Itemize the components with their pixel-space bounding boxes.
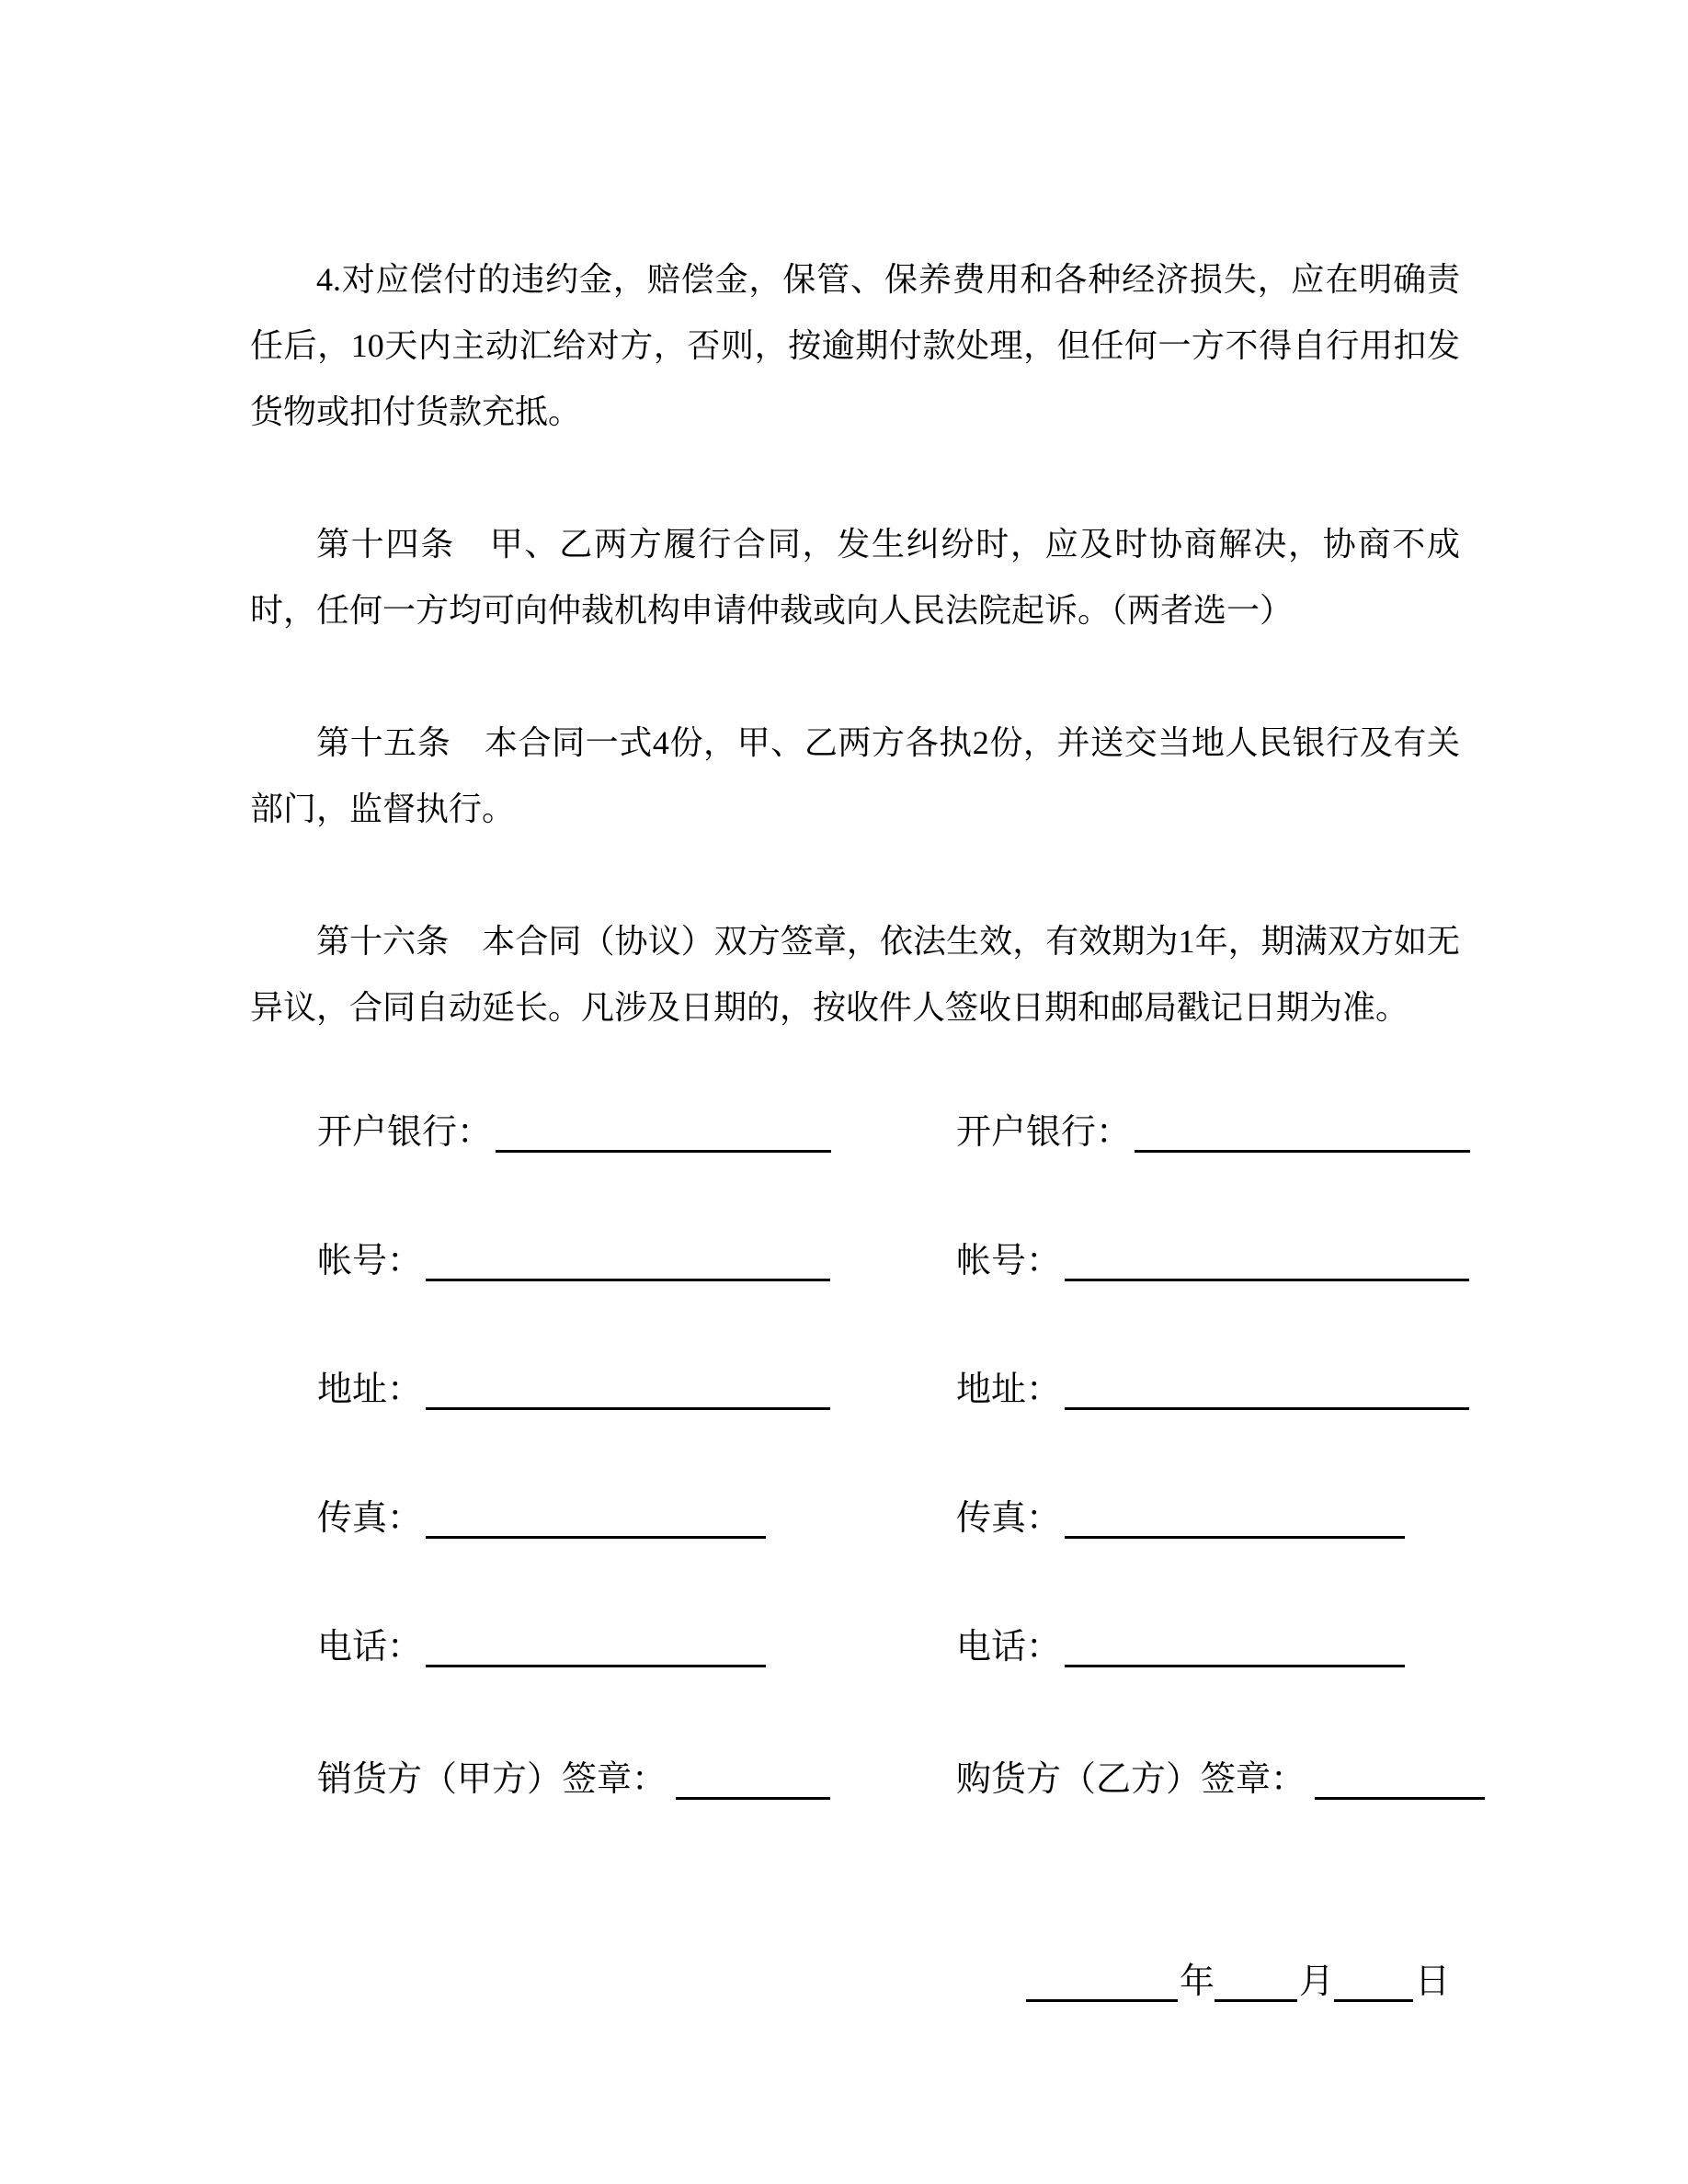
bank-fill-party-a[interactable] — [496, 1119, 831, 1153]
phone-label-party-b: 电话： — [956, 1628, 1062, 1666]
fax-row — [0, 1485, 1688, 1552]
signature-field-party-a — [317, 1746, 830, 1813]
signature-row — [0, 1746, 1688, 1813]
account-label-party-a: 帐号： — [317, 1242, 423, 1280]
year-fill[interactable] — [1026, 1968, 1178, 2002]
fax-fill-party-b[interactable] — [1065, 1505, 1405, 1539]
phone-label-party-a: 电话： — [317, 1628, 423, 1666]
clause-paragraph-15: 第十五条 本合同一式4份，甲、乙两方各执2份，并送交当地人民银行及有关部门，监督执行。 — [250, 724, 1460, 827]
clause-paragraph-16: 第十六条 本合同（协议）双方签章，依法生效，有效期为1年，期满双方如无异议，合同自动延长。凡涉及日期的，按收件人签收日期和邮局戳记日期为准。 — [250, 923, 1460, 1026]
bank-label-party-a: 开户银行： — [317, 1113, 493, 1152]
address-field-party-a — [317, 1357, 830, 1423]
bank-label-party-b: 开户银行： — [956, 1113, 1132, 1152]
day-fill[interactable] — [1334, 1968, 1413, 2002]
signature-field-party-b — [956, 1746, 1485, 1813]
account-field-party-a — [317, 1228, 830, 1294]
phone-row — [0, 1614, 1688, 1680]
year-label: 年 — [1180, 1962, 1215, 2001]
fax-label-party-b: 传真： — [956, 1499, 1062, 1538]
fax-fill-party-a[interactable] — [426, 1505, 766, 1539]
account-field-party-b — [956, 1228, 1469, 1294]
signature-fill-party-b[interactable] — [1315, 1766, 1485, 1800]
month-fill[interactable] — [1215, 1968, 1297, 2002]
phone-field-party-b — [956, 1614, 1405, 1680]
address-fill-party-b[interactable] — [1065, 1376, 1469, 1410]
account-label-party-b: 帐号： — [956, 1242, 1062, 1280]
account-fill-party-a[interactable] — [426, 1247, 830, 1281]
phone-field-party-a — [317, 1614, 766, 1680]
phone-fill-party-b[interactable] — [1065, 1633, 1405, 1667]
address-fill-party-a[interactable] — [426, 1376, 830, 1410]
fax-field-party-a — [317, 1485, 766, 1552]
signature-label-party-a: 销货方（甲方）签章： — [317, 1760, 667, 1799]
address-row — [0, 1357, 1688, 1423]
signature-label-party-b: 购货方（乙方）签章： — [956, 1760, 1306, 1799]
fax-field-party-b — [956, 1485, 1405, 1552]
address-field-party-b — [956, 1357, 1469, 1423]
date-line — [1026, 1949, 1450, 2015]
bank-fill-party-b[interactable] — [1135, 1119, 1470, 1153]
month-label: 月 — [1299, 1962, 1335, 2001]
bank-field-party-a — [317, 1099, 831, 1166]
address-label-party-b: 地址： — [956, 1371, 1062, 1409]
phone-fill-party-a[interactable] — [426, 1633, 766, 1667]
bank-field-party-b — [956, 1099, 1470, 1166]
clause-paragraph-4: 4.对应偿付的违约金，赔偿金，保管、保养费用和各种经济损失，应在明确责任后，10天内主动汇给对方，否则，按逾期付款处理，但任何一方不得自行用扣发货物或扣付货款充抵。 — [250, 261, 1460, 430]
contract-body — [250, 246, 1460, 1041]
bank-row — [0, 1099, 1688, 1166]
clause-paragraph-14: 第十四条 甲、乙两方履行合同，发生纠纷时，应及时协商解决，协商不成时，任何一方均可向仲裁机构申请仲裁或向人民法院起诉。（两者选一） — [250, 526, 1460, 629]
account-fill-party-b[interactable] — [1065, 1247, 1469, 1281]
day-label: 日 — [1415, 1962, 1451, 2001]
account-row — [0, 1228, 1688, 1294]
address-label-party-a: 地址： — [317, 1371, 423, 1409]
fax-label-party-a: 传真： — [317, 1499, 423, 1538]
signature-fill-party-a[interactable] — [676, 1766, 830, 1800]
